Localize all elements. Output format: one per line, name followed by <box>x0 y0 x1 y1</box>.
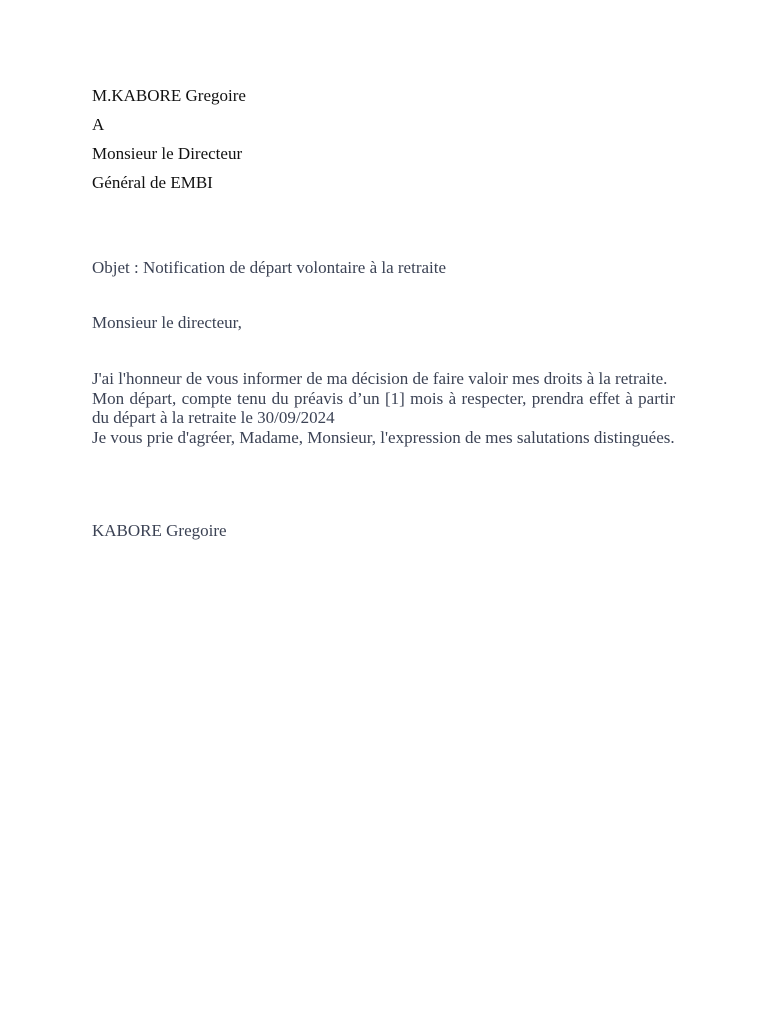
to-prefix: A <box>92 115 105 134</box>
address-block <box>92 85 592 201</box>
body-paragraph-3: Je vous prie d'agréer, Madame, Monsieur, l'expression de mes salutations distinguées. <box>92 427 675 447</box>
sender-name: M.KABORE Gregoire <box>92 86 246 105</box>
letter-subject: Objet : Notification de départ volontaire à la retraite <box>92 258 447 277</box>
letter-salutation: Monsieur le directeur, <box>92 313 242 332</box>
letter-signature: KABORE Gregoire <box>92 521 227 540</box>
recipient-line-2: Général de EMBI <box>92 173 213 192</box>
body-paragraph-1: J'ai l'honneur de vous informer de ma décision de faire valoir mes droits à la retraite. <box>92 369 668 388</box>
letter-body <box>92 369 675 447</box>
body-paragraph-2: Mon départ, compte tenu du préavis d’un [1] mois à respecter, prendra effet à partir du départ à la retraite le 30/09/2024 <box>92 388 675 428</box>
recipient-line-1: Monsieur le Directeur <box>92 144 243 163</box>
